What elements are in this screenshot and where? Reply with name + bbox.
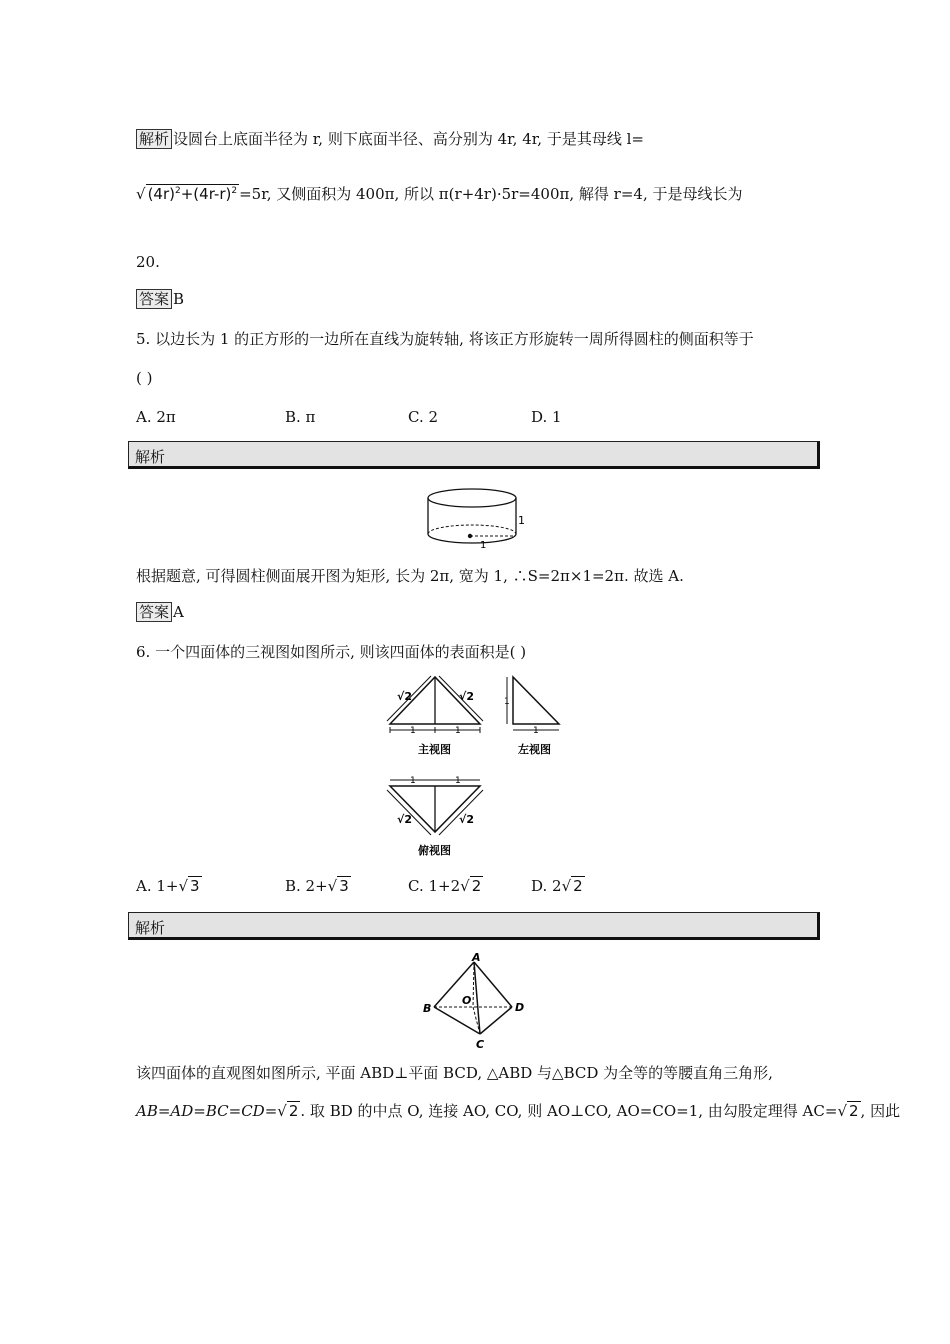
q5-answer [136, 602, 184, 622]
q6-option-b [285, 877, 351, 895]
q6-solution-tag: 解析 [135, 919, 166, 937]
q6-option-d [531, 877, 585, 895]
q4-text-2: =5r, 又侧面积为 400π, 所以 π(r+4r)·5r=400π, 解得 r=4, 于是母线长为 [239, 185, 743, 203]
q5-explanation: 根据题意, 可得圆柱侧面展开图为矩形, 长为 2π, 宽为 1, ∴S=2π×1=2π. 故选 A. [136, 567, 684, 585]
left-one-vertical: 1 [504, 697, 510, 707]
q5-stem: 5. 以边长为 1 的正方形的一边所在直线为旋转轴, 将该正方形旋转一周所得圆柱的侧面积等于 [136, 330, 754, 348]
point-a-label: A [472, 952, 481, 964]
left-view [504, 677, 559, 756]
three-views-figure [385, 672, 585, 862]
q6-exp2-rad: 2 [288, 1102, 299, 1120]
q6-stem: 6. 一个四面体的三视图如图所示, 则该四面体的表面积是( ) [136, 643, 527, 661]
radical-sign: √ [277, 1102, 287, 1120]
front-view-label: 主视图 [418, 743, 451, 756]
point-o-label: O [462, 994, 472, 1007]
left-one-horizontal: 1 [533, 726, 539, 736]
q5-option-a: A. 2π [136, 408, 176, 426]
radical-sign: √ [178, 877, 189, 895]
radicand-a: (4r) [147, 185, 175, 203]
q4-solution-line2 [136, 183, 743, 204]
q4-answer [136, 289, 184, 309]
point-d-label: D [515, 1001, 525, 1014]
front-one-left: 1 [410, 726, 416, 736]
q6-option-a-prefix: A. 1+ [136, 877, 179, 895]
sup-b: 2 [231, 186, 238, 196]
q6-option-d-prefix: D. 2 [531, 877, 562, 895]
cylinder-height-label: 1 [518, 514, 525, 527]
front-sqrt2-left: √2 [397, 690, 412, 703]
front-one-right: 1 [455, 726, 461, 736]
top-one-left: 1 [410, 776, 416, 786]
radical-sign: √ [837, 1102, 847, 1120]
q4-text-1: 设圆台上底面半径为 r, 则下底面半径、高分别为 4r, 4r, 于是其母线 l= [173, 130, 644, 148]
top-view-label: 俯视图 [418, 844, 451, 857]
q6-option-b-prefix: B. 2+ [285, 877, 328, 895]
radical-sign: √ [136, 185, 146, 203]
q5-option-d: D. 1 [531, 408, 562, 426]
q6-option-c-rad: 2 [471, 877, 482, 895]
q6-option-c-prefix: C. 1+2 [408, 877, 461, 895]
cylinder-top-ellipse [428, 489, 516, 507]
q6-option-b-rad: 3 [339, 877, 349, 895]
q5-solution-tag: 解析 [135, 448, 166, 466]
left-view-label: 左视图 [518, 743, 551, 756]
q4-solution-line3: 20. [136, 253, 160, 271]
q6-option-a-rad: 3 [190, 877, 200, 895]
q6-option-a [136, 877, 202, 895]
q6-exp2-a: AB=AD=BC=CD= [136, 1102, 278, 1120]
answer-value: A [173, 603, 184, 621]
radicand [146, 184, 240, 203]
tetrahedron-figure [420, 952, 530, 1052]
front-view [387, 676, 483, 756]
answer-value: B [173, 290, 185, 308]
radicand-b: (4r-r) [193, 185, 232, 203]
q6-exp2-b: . 取 BD 的中点 O, 连接 AO, CO, 则 AO⊥CO, AO=CO=1, 由勾股定理得 AC= [300, 1102, 838, 1120]
radical-sign: √ [460, 877, 470, 895]
point-b-label: B [423, 1002, 432, 1015]
cylinder-bottom-back [428, 525, 516, 534]
cylinder-radius-label: 1 [480, 540, 487, 551]
top-view [387, 776, 483, 857]
q6-solution-bar [128, 912, 820, 940]
sup-a: 2 [174, 186, 181, 196]
top-sqrt2-right: √2 [459, 813, 474, 826]
solution-tag: 解析 [136, 129, 172, 149]
front-sqrt2-right: √2 [459, 690, 474, 703]
q6-explanation-1: 该四面体的直观图如图所示, 平面 ABD⊥平面 BCD, △ABD 与△BCD 为全等的等腰直角三角形, [136, 1064, 773, 1082]
top-one-right: 1 [455, 776, 461, 786]
q6-exp2-c: , 因此 [860, 1102, 901, 1120]
answer-tag: 答案 [136, 289, 172, 309]
q6-option-d-rad: 2 [573, 877, 583, 895]
q6-explanation-2 [136, 1100, 900, 1121]
q6-exp2-rad2: 2 [849, 1102, 859, 1120]
cylinder-figure [420, 484, 530, 554]
q5-option-c: C. 2 [408, 408, 439, 426]
point-c-label: C [476, 1038, 485, 1051]
q5-paren: ( ) [136, 369, 153, 387]
cylinder-center [468, 534, 472, 538]
radical-sign: √ [561, 877, 572, 895]
q6-option-c [408, 877, 483, 895]
radical-sign: √ [327, 877, 338, 895]
q5-solution-bar [128, 441, 820, 469]
q5-option-b: B. π [285, 408, 316, 426]
top-sqrt2-left: √2 [397, 813, 412, 826]
answer-tag: 答案 [136, 602, 172, 622]
radicand-plus: + [180, 185, 194, 203]
q4-solution-line1 [136, 128, 644, 149]
